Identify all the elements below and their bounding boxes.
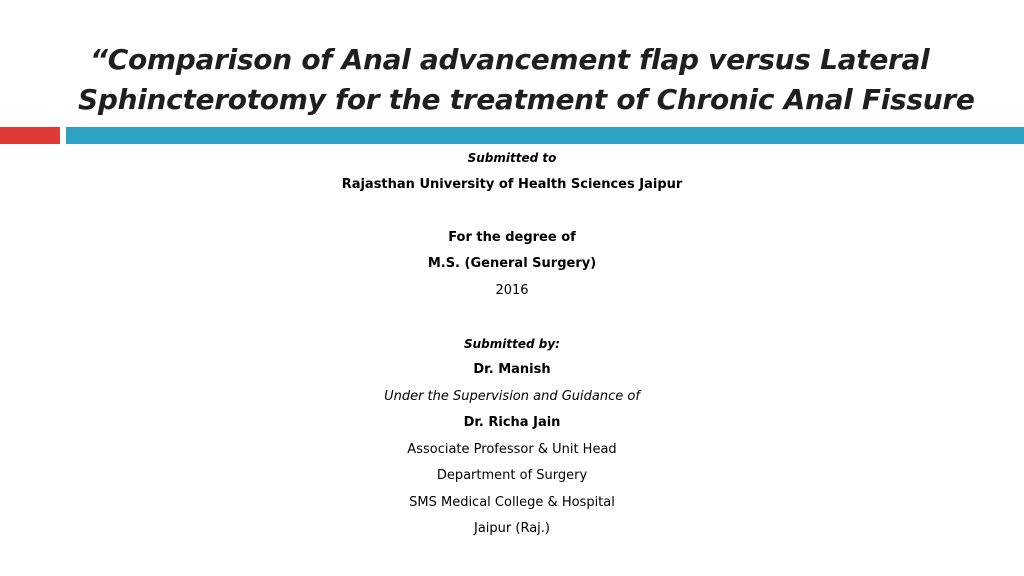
- department: Department of Surgery: [436, 468, 588, 483]
- slide-body: [0, 145, 1024, 543]
- city: Jaipur (Raj.): [474, 521, 550, 536]
- title-line-2: Sphincterotomy for the treatment of Chronic Anal Fissure: [78, 83, 975, 116]
- spacer: [0, 304, 1024, 331]
- spacer: [0, 198, 1024, 225]
- candidate-name: Dr. Manish: [473, 362, 551, 377]
- supervisor-title: Associate Professor & Unit Head: [407, 441, 617, 457]
- submitted-by-label: Submitted by:: [464, 336, 560, 351]
- submitted-to-label: Submitted to: [467, 151, 557, 165]
- year: 2016: [495, 282, 529, 298]
- title-line-1: “Comparison of Anal advancement flap versus Lateral: [90, 43, 930, 76]
- university-name: Rajasthan University of Health Sciences Jaipur: [341, 176, 683, 192]
- supervisor-name: Dr. Richa Jain: [463, 415, 561, 430]
- supervision-label: Under the Supervision and Guidance of: [384, 388, 640, 404]
- accent-bar-blue: [66, 127, 1024, 144]
- degree-label: For the degree of: [448, 229, 576, 245]
- accent-bar-red: [0, 127, 60, 144]
- college: SMS Medical College & Hospital: [409, 494, 615, 510]
- degree-name: M.S. (General Surgery): [427, 256, 597, 271]
